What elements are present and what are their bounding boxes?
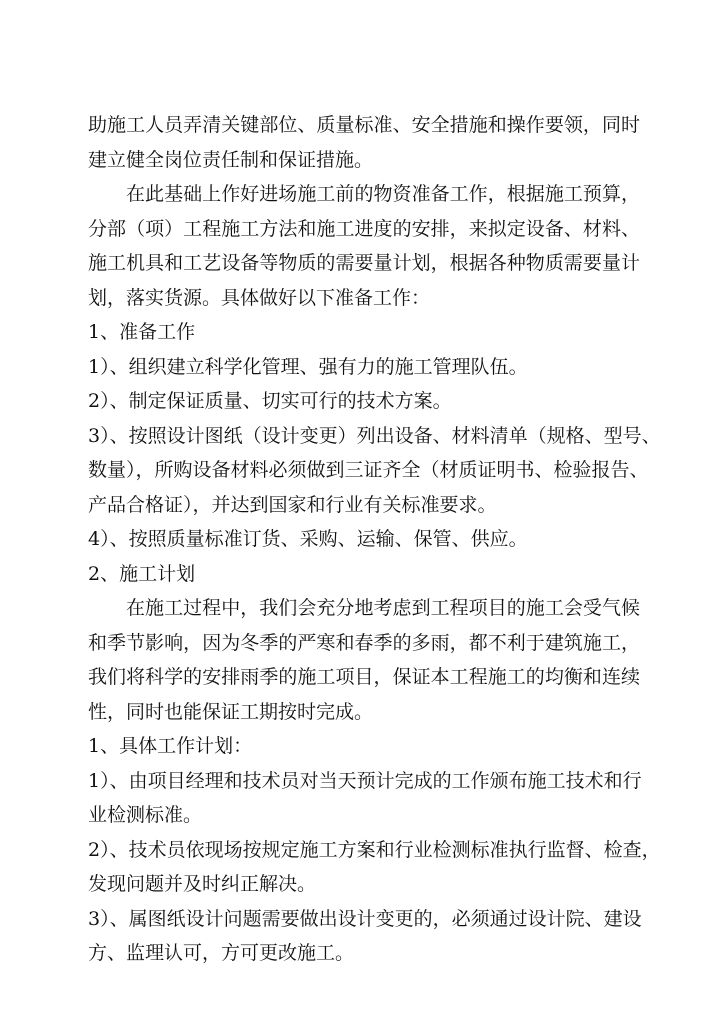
document-body	[88, 108, 661, 971]
text-line: 业检测标准。	[88, 804, 203, 826]
text-line: 1、准备工作	[88, 321, 196, 343]
text-line: 划，落实货源。具体做好以下准备工作：	[88, 286, 431, 309]
text-line: 4）、按照质量标准订货、采购、运输、保管、供应。	[88, 528, 528, 550]
text-line: 3）、按照设计图纸（设计变更）列出设备、材料清单（规格、型号、	[88, 424, 661, 447]
text-line: 分部（项）工程施工方法和施工进度的安排，来拟定设备、材料、	[88, 217, 640, 240]
text-line: 产品合格证），并达到国家和行业有关标准要求。	[88, 493, 497, 516]
text-line: 在此基础上作好进场施工前的物资准备工作，根据施工预算，	[126, 183, 640, 205]
text-line: 在施工过程中，我们会充分地考虑到工程项目的施工会受气候	[126, 597, 640, 619]
text-line: 建立健全岗位责任制和保证措施。	[88, 148, 374, 171]
text-line: 1、具体工作计划：	[88, 735, 253, 757]
text-line: 性，同时也能保证工期按时完成。	[88, 700, 374, 723]
text-line: 2）、技术员依现场按规定施工方案和行业检测标准执行监督、检查，	[88, 838, 661, 861]
text-line: 1）、组织建立科学化管理、强有力的施工管理队伍。	[88, 355, 528, 378]
text-line: 3）、属图纸设计问题需要做出设计变更的，必须通过设计院、建设	[88, 907, 642, 930]
text-line: 和季节影响，因为冬季的严寒和春季的多雨，都不利于建筑施工，	[88, 631, 640, 654]
text-line: 数量），所购设备材料必须做到三证齐全（材质证明书、检验报告、	[88, 459, 649, 481]
text-line: 2、施工计划	[88, 562, 196, 585]
text-line: 2）、制定保证质量、切实可行的技术方案。	[88, 390, 452, 412]
text-line: 方、监理认可，方可更改施工。	[88, 942, 355, 964]
text-line: 1）、由项目经理和技术员对当天预计完成的工作颁布施工技术和行	[88, 769, 642, 792]
text-line: 助施工人员弄清关键部位、质量标准、安全措施和操作要领，同时	[88, 114, 640, 136]
text-line: 发现问题并及时纠正解决。	[88, 873, 317, 895]
text-line: 我们将科学的安排雨季的施工项目，保证本工程施工的均衡和连续	[88, 666, 640, 688]
text-line: 施工机具和工艺设备等物质的需要量计划，根据各种物质需要量计	[88, 252, 640, 274]
